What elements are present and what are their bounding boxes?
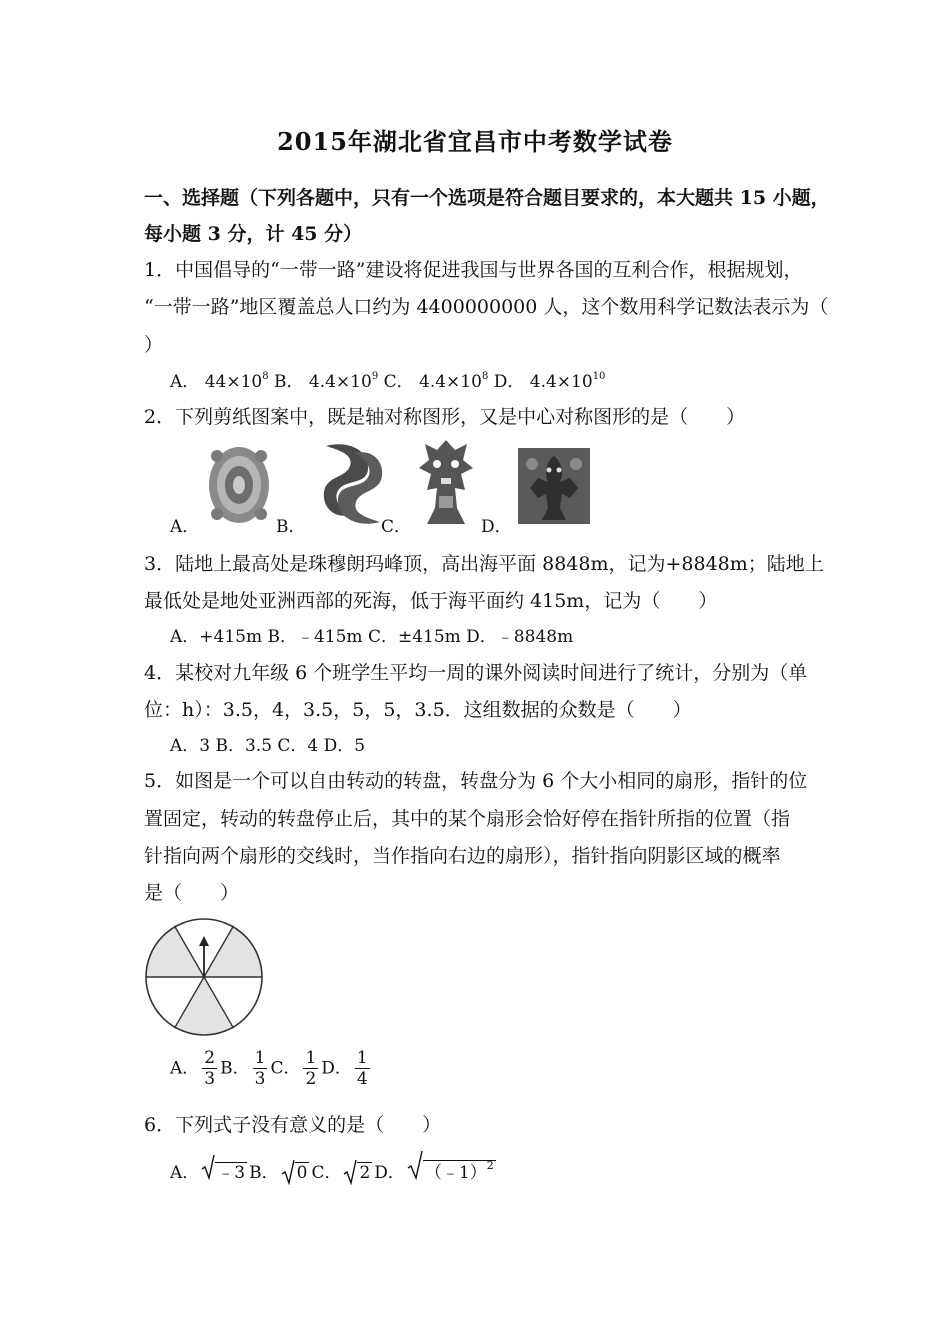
q6-option-b-label: B．	[249, 1163, 279, 1183]
radical-sign-icon	[343, 1159, 357, 1185]
q6-option-b-root	[281, 1163, 310, 1183]
q3-text-line1: 3．陆地上最高处是珠穆朗玛峰顶，高出海平面 8848m，记为+8848m；陆地上	[144, 553, 824, 575]
radical-sign-icon	[407, 1150, 423, 1180]
q5-option-a-label: A．	[170, 1058, 200, 1079]
q6-options	[170, 1158, 498, 1183]
fraction-denominator: 2	[305, 1069, 317, 1089]
q2-option-d-label: D．	[481, 517, 512, 537]
q1-option-c-label: C．	[383, 372, 414, 392]
radicand: ﹣3	[217, 1163, 246, 1183]
q3-text-line2: 最低处是地处亚洲西部的死海，低于海平面约 415m，记为（ ）	[144, 590, 718, 612]
q5-option-b-label: B．	[220, 1058, 250, 1079]
q2-text-line1: 2．下列剪纸图案中，既是轴对称图形，又是中心对称图形的是（ ）	[144, 406, 746, 428]
q1-text-line3: ）	[144, 334, 164, 356]
fraction-numerator: 1	[254, 1048, 266, 1068]
papercut-b-image	[318, 440, 388, 528]
radicand-base: （﹣1）	[424, 1163, 487, 1183]
q6-option-a-root	[201, 1158, 247, 1183]
q6-text-line1: 6．下列式子没有意义的是（ ）	[144, 1114, 442, 1136]
fraction-numerator: 1	[305, 1048, 317, 1068]
q1-option-d-base: 4.4×10	[529, 372, 593, 392]
papercut-d-image	[518, 448, 590, 524]
q5-option-a-fraction	[202, 1050, 217, 1088]
q1-option-a-exp: 8	[262, 371, 269, 382]
spinner-sector-shaded	[175, 977, 233, 1035]
q5-option-b-fraction	[253, 1050, 268, 1088]
radicand: 0	[296, 1163, 308, 1183]
q1-options	[170, 367, 605, 392]
q1-option-b-exp: 9	[371, 371, 379, 382]
q2-option-a-label: A．	[170, 517, 200, 537]
section-heading-line2: 每小题 3 分，计 45 分）	[144, 223, 363, 245]
papercut-a-image	[205, 442, 273, 528]
q4-options: A．3 B．3.5 C．4 D．5	[170, 736, 366, 756]
q5-text-line4: 是（ ）	[144, 882, 240, 904]
q2-option-c-label: C．	[381, 517, 412, 537]
q2-option-b-label: B．	[276, 517, 306, 537]
q4-text-line2: 位：h）：3.5，4，3.5，5，5，3.5．这组数据的众数是（ ）	[144, 699, 692, 721]
q4-text-line1: 4．某校对九年级 6 个班学生平均一周的课外阅读时间进行了统计，分别为（单	[144, 662, 808, 684]
q5-option-c-fraction	[303, 1050, 318, 1088]
pointer-arrow-icon	[199, 936, 209, 946]
q1-option-a-base: 44×10	[204, 372, 263, 392]
spinner-sector-shaded	[146, 926, 204, 977]
fraction-numerator: 1	[356, 1048, 368, 1068]
spinner-diagram	[143, 918, 265, 1036]
spinner-sector-shaded	[204, 926, 262, 977]
q1-text-line2: “一带一路”地区覆盖总人口约为 4400000000 人，这个数用科学记数法表示为（	[144, 296, 829, 318]
fraction-denominator: 3	[204, 1069, 216, 1089]
q5-text-line3: 针指向两个扇形的交线时，当作指向右边的扇形），指针指向阴影区域的概率	[144, 845, 781, 867]
q1-option-c-base: 4.4×10	[419, 372, 482, 392]
q6-option-c-label: C．	[311, 1163, 342, 1183]
fraction-numerator: 2	[204, 1048, 216, 1068]
fraction-denominator: 4	[356, 1069, 368, 1089]
q1-option-c-exp: 8	[481, 371, 489, 382]
q1-option-d-exp: 10	[592, 371, 606, 382]
page-title: 2015年湖北省宜昌市中考数学试卷	[277, 127, 673, 156]
q5-text-line1: 5．如图是一个可以自由转动的转盘，转盘分为 6 个大小相同的扇形，指针的位	[144, 770, 808, 792]
radicand-exponent: 2	[486, 1159, 494, 1172]
q5-options	[170, 1050, 373, 1088]
radical-sign-icon	[201, 1154, 215, 1180]
q6-option-d-label: D．	[374, 1163, 405, 1183]
q6-option-d-root	[407, 1158, 496, 1183]
q5-option-d-fraction	[355, 1050, 370, 1088]
q1-option-a-label: A．	[170, 372, 200, 392]
q1-option-b-label: B．	[273, 372, 304, 392]
q6-option-c-root	[343, 1163, 372, 1183]
q3-options: A．+415m B．﹣415m C．±415m D．﹣8848m	[170, 627, 574, 647]
fraction-denominator: 3	[254, 1069, 266, 1089]
q1-text-line1: 1．中国倡导的“一带一路”建设将促进我国与世界各国的互利合作，根据规划，	[144, 259, 803, 281]
q5-option-c-label: C．	[270, 1058, 301, 1079]
q5-option-d-label: D．	[321, 1058, 352, 1079]
papercut-c-image	[415, 438, 477, 528]
q1-option-b-base: 4.4×10	[308, 372, 372, 392]
radical-sign-icon	[281, 1159, 295, 1185]
radicand	[423, 1160, 496, 1183]
q5-text-line2: 置固定，转动的转盘停止后，其中的某个扇形会恰好停在指针所指的位置（指	[144, 808, 791, 830]
q1-option-d-label: D．	[493, 372, 525, 392]
q6-option-a-label: A．	[170, 1163, 200, 1183]
section-heading-line1: 一、选择题（下列各题中，只有一个选项是符合题目要求的，本大题共 15 小题，	[144, 187, 830, 209]
radicand: 2	[359, 1163, 371, 1183]
